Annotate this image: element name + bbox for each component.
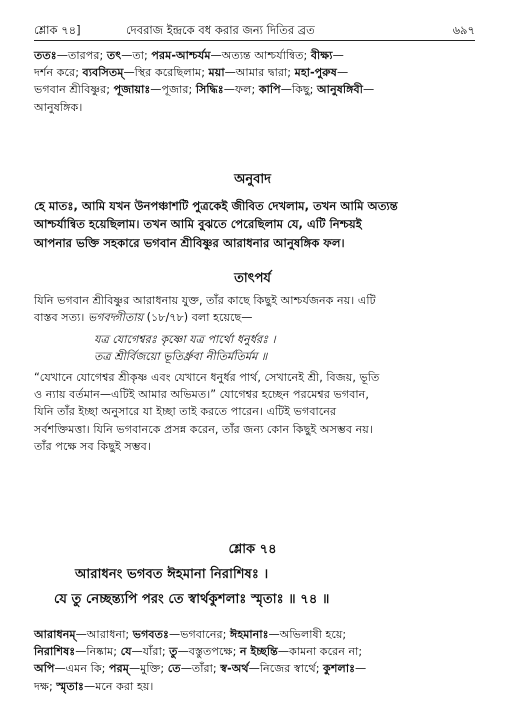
sanskrit-term: তে (167, 662, 181, 676)
purport-line-4: ও ন্যায় বর্তমান—এটিই আমার অভিমত।” যোগেশ্বর হচ্ছেন পরমেশ্বর ভগবান, (34, 388, 369, 402)
header-chapter-title: দেবরাজ ইন্দ্রকে বধ করার জন্য দিতির ব্রত (126, 23, 315, 37)
purport-line-7: তাঁর পক্ষে সব কিছুই সম্ভব। (34, 439, 151, 453)
term-meaning: —তাঁরা; (180, 662, 221, 676)
sanskrit-term: স্মৃতাঃ (56, 679, 85, 693)
translation-line-1: হে মাতঃ, আমি যখন উনপঞ্চাশটি পুত্রকেই জীবিত দেখলাম, তখন আমি অত্যন্ত (34, 199, 398, 213)
term-meaning: — (336, 66, 349, 80)
term-meaning: —ফল; (223, 83, 259, 97)
translation-heading: অনুবাদ (234, 172, 271, 187)
header-verse-ref: শ্লোক ৭৪] (34, 23, 81, 37)
term-meaning: —তারপর; (56, 49, 107, 62)
translation-text (34, 197, 475, 252)
sanskrit-term: ঈহমানাঃ (230, 628, 269, 641)
sanskrit-term: কাপি (258, 83, 281, 97)
term-meaning: —অভিলাষী হয়ে; (268, 628, 347, 641)
term-meaning: —এমন কি; (54, 662, 109, 676)
sanskrit-term: নিরাশিষঃ (34, 645, 76, 659)
sanskrit-term: ন ইচ্ছন্তি (239, 645, 278, 659)
sloka-line-1: আরাধনং ভগবত ঈহমানা নিরাশিষঃ । (75, 567, 269, 582)
term-meaning: —নিজের স্বার্থে; (248, 662, 324, 676)
translation-line-3: আপনার ভক্তি সহকারে ভগবান শ্রীবিষ্ণুর আরাধনার আনুষঙ্গিক ফল। (34, 235, 345, 250)
gita-verse-line-2: তত্র শ্রীর্বিজয়ো ভূতির্ধ্রুবা নীতির্মতির্মম ॥ (94, 350, 268, 363)
sanskrit-term: পরম্ (108, 662, 129, 676)
purport-line-2-c: (১৮/৭৮) বলা হয়েছে— (143, 311, 253, 325)
sanskrit-term: সিদ্ধিঃ (195, 83, 224, 97)
term-meaning: —পূজার; (150, 83, 196, 97)
term-meaning: — (362, 83, 375, 97)
sanskrit-term: মহা-পুরুষ (294, 66, 337, 80)
gita-verse-line-1: যত্র যোগেশ্বরঃ কৃষ্ণো যত্র পার্থো ধনুর্ধরঃ । (94, 333, 276, 346)
sanskrit-term: আরাধনম্ (34, 628, 76, 641)
term-meaning: —নিষ্কাম; (75, 645, 121, 659)
sanskrit-term: কুশলাঃ (323, 662, 356, 676)
term-meaning: —বস্তুতপক্ষে; (177, 645, 240, 659)
synonyms-2-line-4 (34, 678, 475, 695)
sanskrit-term: তু (169, 645, 178, 659)
sanskrit-term: বীক্ষ্য (310, 49, 333, 62)
running-header (34, 22, 475, 38)
purport-line-5: যিনি তাঁর ইচ্ছা অনুসারে যা ইচ্ছা তাই করতে পারেন। এটিই ভগবানের (34, 405, 337, 419)
term-meaning: — (332, 49, 344, 62)
synonyms-1-line-4 (34, 99, 475, 116)
term-meaning: —অত্যন্ত আশ্চর্যান্বিত; (210, 49, 311, 62)
term-meaning: দক্ষ; (34, 679, 57, 693)
sanskrit-term: পরম-আশ্চর্যম (151, 49, 211, 62)
purport-gita-title: ভগবদ্গীতায় (87, 311, 144, 325)
synonyms-1-line-3 (34, 81, 475, 98)
term-meaning: —ভগবানের; (169, 628, 231, 641)
term-meaning: ভগবান শ্রীবিষ্ণুর; (34, 83, 114, 97)
purport-line-2-a: বাস্তব সত্য। (34, 311, 88, 325)
synonyms-2-line-1 (34, 626, 475, 643)
purport-heading: তাৎপর্য (234, 271, 271, 286)
sloka-line-2: যে তু নেচ্ছন্ত্যপি পরং তে স্বার্থকুশলাঃ স্মৃতাঃ ॥ ৭৪ ॥ (54, 592, 330, 607)
term-meaning: দর্শন করে; (34, 66, 83, 80)
synonyms-1-line-1 (34, 47, 475, 64)
purport-intro (34, 292, 475, 326)
sanskrit-term: ময়া (208, 66, 225, 80)
purport-body (34, 369, 475, 455)
sanskrit-term: আনুষঙ্গিবী (317, 83, 363, 97)
translation-line-2: আশ্চর্যান্বিত হয়েছিলাম। তখন আমি বুঝতে পেরেছিলাম যে, এটি নিশ্চয়ই (34, 217, 362, 232)
sanskrit-term: ব্যবসিতম্ (82, 66, 124, 80)
synonyms-block-1 (34, 47, 475, 116)
sloka-heading: শ্লোক ৭৪ (228, 542, 277, 557)
synonyms-block-2 (34, 626, 475, 695)
term-meaning: —আমার দ্বারা; (224, 66, 295, 80)
purport-line-1: যিনি ভগবান শ্রীবিষ্ণুর আরাধনায় যুক্ত, তাঁর কাছে কিছুই আশ্চর্যজনক নয়। এটি (34, 294, 376, 307)
purport-line-3: “যেখানে যোগেশ্বর শ্রীকৃষ্ণ এবং যেখানে ধনুর্ধর পার্থ, সেখানেই শ্রী, বিজয়, ভূতি (34, 371, 380, 384)
sanskrit-term: তৎ (106, 49, 122, 62)
sanskrit-term: ভগবতঃ (132, 628, 170, 641)
term-meaning: —তা; (121, 49, 152, 62)
synonyms-1-line-2 (34, 64, 475, 81)
term-meaning: —মুক্তি; (128, 662, 168, 676)
page-number: ৬৯৭ (452, 23, 475, 37)
synonyms-2-line-3 (34, 660, 475, 677)
term-meaning: —কামনা করেন না; (277, 645, 363, 659)
purport-line-6: সর্বশক্তিমত্তা। যিনি ভগবানকে প্রসন্ন করেন, তাঁর জন্য কোন কিছুই অসম্ভব নয়। (34, 422, 373, 436)
term-meaning: —মনে করা হয়। (84, 679, 154, 693)
gita-verse (94, 331, 276, 365)
term-meaning: — (355, 662, 367, 676)
term-meaning: —কিছু; (280, 83, 318, 97)
sanskrit-term: স্ব-অর্থ (220, 662, 249, 676)
sanskrit-term: ততঃ (34, 49, 57, 62)
sanskrit-term: যে (120, 645, 132, 659)
purport-line-2 (34, 309, 475, 326)
term-meaning: —আরাধনা; (75, 628, 133, 641)
term-meaning: আনুষঙ্গিক। (34, 100, 83, 114)
sanskrit-term: পূজায়াঃ (113, 83, 151, 97)
header-rule (34, 40, 475, 41)
term-meaning: —স্থির করেছিলাম; (123, 66, 209, 80)
term-meaning: —যাঁরা; (131, 645, 170, 659)
sanskrit-term: অপি (34, 662, 55, 676)
synonyms-2-line-2 (34, 643, 475, 660)
